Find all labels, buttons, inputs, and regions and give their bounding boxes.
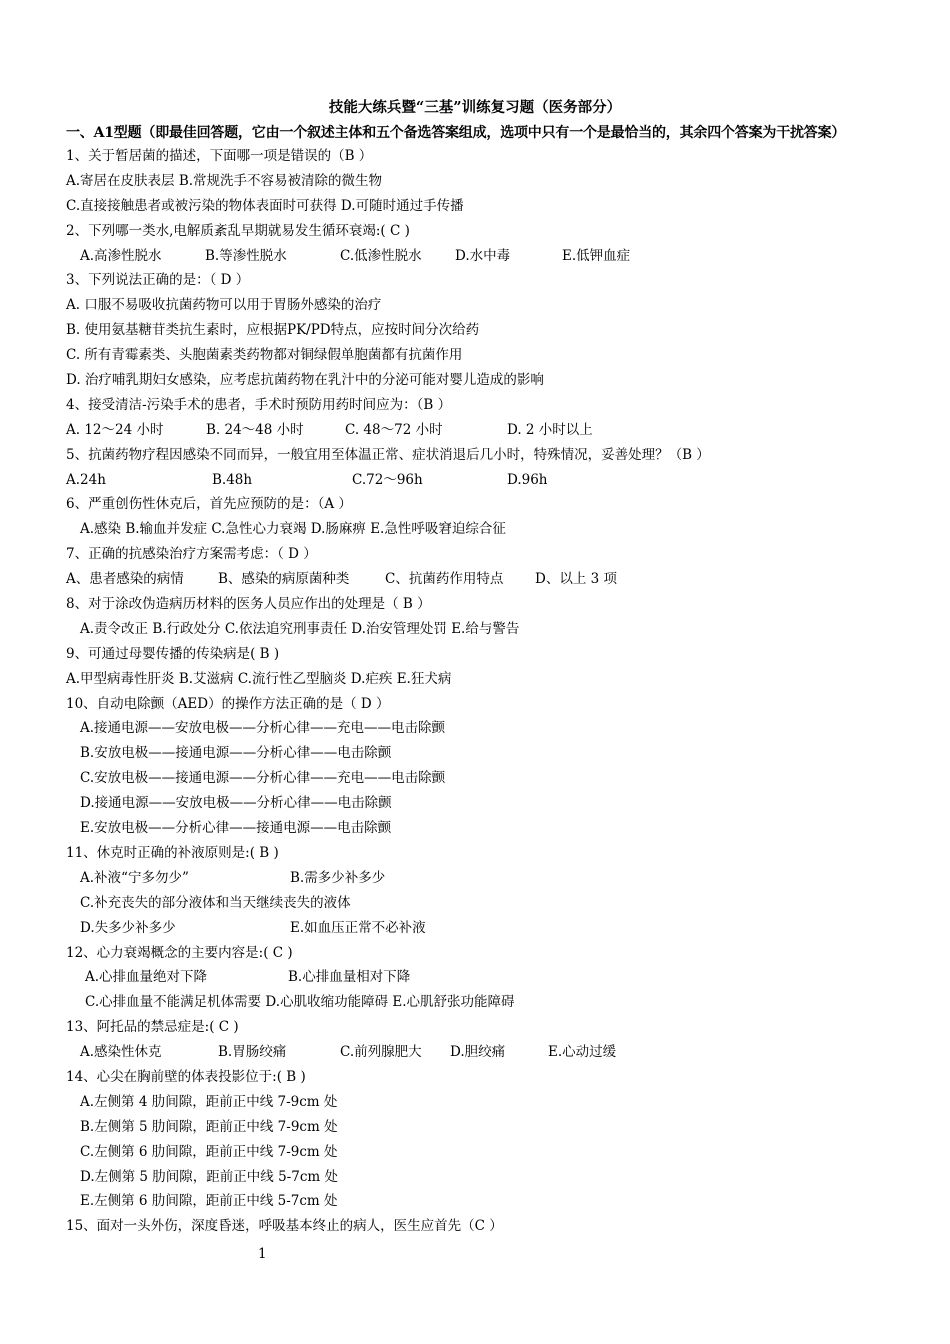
text-segment: B. 24～48 小时 — [206, 421, 304, 438]
text-segment: C.低渗性脱水 — [340, 247, 422, 264]
text-segment: A. 口服不易吸收抗菌药物可以用于胃肠外感染的治疗 — [66, 297, 382, 314]
text-line — [0, 293, 950, 318]
text-segment: A.感染 B.输血并发症 C.急性心力衰竭 D.肠麻痹 E.急性呼吸窘迫综合征 — [80, 521, 506, 538]
text-segment: E.安放电极——分析心律——接通电源——电击除颤 — [80, 820, 392, 837]
text-segment: A.高渗性脱水 — [80, 247, 162, 264]
text-line — [0, 667, 950, 692]
text-line — [0, 144, 950, 169]
text-segment: 4、接受清洁-污染手术的患者，手术时预防用药时间应为：（B ） — [66, 396, 452, 413]
text-segment: A.左侧第 4 肋间隙，距前正中线 7-9cm 处 — [80, 1093, 338, 1110]
text-line — [0, 492, 950, 517]
text-line — [0, 841, 950, 866]
text-segment: 12、心力衰竭概念的主要内容是:( C ) — [66, 944, 293, 961]
document-title: 技能大练兵暨“三基”训练复习题（医务部分） — [328, 99, 622, 116]
text-line — [0, 567, 950, 592]
text-line — [0, 965, 950, 990]
text-segment: B. 使用氨基糖苷类抗生素时，应根据PK/PD特点，应按时间分次给药 — [66, 322, 480, 339]
text-segment: C.补充丧失的部分液体和当天继续丧失的液体 — [80, 894, 351, 911]
text-segment: B.需多少补多少 — [290, 869, 386, 886]
text-segment: A.寄居在皮肤表层 B.常规洗手不容易被清除的微生物 — [66, 172, 383, 189]
text-segment: B.等渗性脱水 — [205, 247, 287, 264]
text-segment: D.96h — [507, 471, 548, 488]
text-segment: B.胃肠绞痛 — [218, 1044, 287, 1061]
text-segment: E.心动过缓 — [548, 1044, 617, 1061]
text-segment: 5、抗菌药物疗程因感染不同而异，一般宜用至体温正常、症状消退后几小时，特殊情况，妥善处理？（B ） — [66, 446, 710, 463]
text-segment: 9、可通过母婴传播的传染病是( B ) — [66, 645, 280, 662]
text-line — [0, 941, 950, 966]
text-line — [0, 368, 950, 393]
text-line — [0, 791, 950, 816]
text-line — [0, 1090, 950, 1115]
text-segment: A.甲型病毒性肝炎 B.艾滋病 C.流行性乙型脑炎 D.疟疾 E.狂犬病 — [66, 670, 452, 687]
text-line — [0, 318, 950, 343]
text-segment: A.责令改正 B.行政处分 C.依法追究刑事责任 D.治安管理处罚 E.给与警告 — [80, 620, 520, 637]
text-line — [0, 766, 950, 791]
text-line — [0, 393, 950, 418]
text-line — [0, 592, 950, 617]
text-segment: 1、关于暂居菌的描述，下面哪一项是错误的（B ） — [66, 148, 373, 164]
text-segment: C.72～96h — [352, 471, 423, 488]
text-segment: A.接通电源——安放电极——分析心律——充电——电击除颤 — [80, 720, 446, 737]
text-line — [0, 418, 950, 443]
text-segment: B.安放电极——接通电源——分析心律——电击除颤 — [80, 745, 392, 762]
text-line — [0, 1214, 950, 1239]
text-segment: D.失多少补多少 — [80, 919, 176, 936]
text-segment: D.水中毒 — [455, 247, 511, 264]
text-segment: E.左侧第 6 肋间隙，距前正中线 5-7cm 处 — [80, 1193, 338, 1210]
text-line — [0, 866, 950, 891]
text-segment: A、患者感染的病情 — [66, 571, 184, 588]
text-line — [0, 741, 950, 766]
text-line — [0, 443, 950, 468]
text-segment: B.心排血量相对下降 — [288, 969, 411, 986]
text-segment: A.补液“宁多勿少” — [80, 869, 189, 886]
text-segment: D.左侧第 5 肋间隙，距前正中线 5-7cm 处 — [80, 1168, 338, 1185]
text-line — [0, 1115, 950, 1140]
text-line — [0, 468, 950, 493]
text-segment: 6、严重创伤性休克后，首先应预防的是：（A ） — [66, 496, 352, 513]
text-segment: C.直接接触患者或被污染的物体表面时可获得 D.可随时通过手传播 — [66, 197, 464, 214]
text-segment: E.低钾血症 — [562, 247, 631, 264]
text-segment: E.如血压正常不必补液 — [290, 919, 426, 936]
text-segment: 13、阿托品的禁忌症是:( C ) — [66, 1019, 239, 1036]
text-segment: A. 12～24 小时 — [66, 421, 164, 438]
text-segment: 14、心尖在胸前壁的体表投影位于:( B ) — [66, 1068, 306, 1085]
text-line — [0, 517, 950, 542]
text-line — [0, 990, 950, 1015]
text-line — [0, 542, 950, 567]
text-line — [0, 916, 950, 941]
text-segment: D.胆绞痛 — [450, 1044, 506, 1061]
text-line — [0, 617, 950, 642]
text-segment: C.前列腺肥大 — [340, 1044, 422, 1061]
text-line — [0, 244, 950, 269]
question-list — [0, 144, 950, 1239]
text-line — [0, 891, 950, 916]
text-line — [0, 816, 950, 841]
text-segment: 10、自动电除颤（AED）的操作方法正确的是（ D ） — [66, 695, 390, 712]
text-segment: B.48h — [212, 471, 253, 488]
text-line — [0, 1015, 950, 1040]
text-segment: C.心排血量不能满足机体需要 D.心肌收缩功能障碍 E.心肌舒张功能障碍 — [85, 994, 515, 1011]
text-line — [0, 1189, 950, 1214]
text-segment: B.左侧第 5 肋间隙，距前正中线 7-9cm 处 — [80, 1118, 338, 1135]
text-segment: A.24h — [66, 471, 106, 488]
text-line — [0, 268, 950, 293]
text-line — [0, 642, 950, 667]
text-segment: D. 2 小时以上 — [507, 421, 593, 438]
text-line — [0, 1065, 950, 1090]
text-segment: 8、对于涂改伪造病历材料的医务人员应作出的处理是（ B ） — [66, 596, 431, 613]
text-segment: C. 48～72 小时 — [345, 421, 443, 438]
text-line — [0, 1165, 950, 1190]
text-line — [0, 169, 950, 194]
text-segment: A.感染性休克 — [80, 1044, 162, 1061]
text-segment: 3、下列说法正确的是：（ D ） — [66, 272, 250, 289]
text-segment: C.安放电极——接通电源——分析心律——充电——电击除颤 — [80, 770, 446, 787]
text-line — [0, 1040, 950, 1065]
text-segment: C、抗菌药作用特点 — [385, 571, 504, 588]
text-segment: C.左侧第 6 肋间隙，距前正中线 7-9cm 处 — [80, 1143, 338, 1160]
text-line — [0, 194, 950, 219]
page-number: 1 — [258, 1246, 267, 1262]
text-line — [0, 692, 950, 717]
text-segment: D. 治疗哺乳期妇女感染，应考虑抗菌药物在乳汁中的分泌可能对婴儿造成的影响 — [66, 372, 544, 389]
text-segment: 7、正确的抗感染治疗方案需考虑：（ D ） — [66, 546, 317, 563]
text-segment: 15、面对一头外伤，深度昏迷，呼吸基本终止的病人，医生应首先（C ） — [66, 1218, 503, 1235]
text-line — [0, 716, 950, 741]
text-line — [0, 1140, 950, 1165]
text-segment: D.接通电源——安放电极——分析心律——电击除颤 — [80, 795, 392, 812]
text-segment: D、以上 3 项 — [535, 571, 617, 588]
text-segment: B、感染的病原菌种类 — [218, 571, 350, 588]
text-segment: 11、休克时正确的补液原则是:( B ) — [66, 844, 279, 861]
text-segment: A.心排血量绝对下降 — [85, 969, 208, 986]
text-segment: 2、下列哪一类水,电解质紊乱早期就易发生循环衰竭:( C ) — [66, 222, 410, 239]
text-line — [0, 343, 950, 368]
section-heading: 一、A1型题（即最佳回答题，它由一个叙述主体和五个备选答案组成，选项中只有一个是最恰当的，其余四个答案为干扰答案） — [66, 125, 846, 141]
text-line — [0, 219, 950, 244]
text-segment: C. 所有青霉素类、头胞菌素类药物都对铜绿假单胞菌都有抗菌作用 — [66, 347, 463, 364]
